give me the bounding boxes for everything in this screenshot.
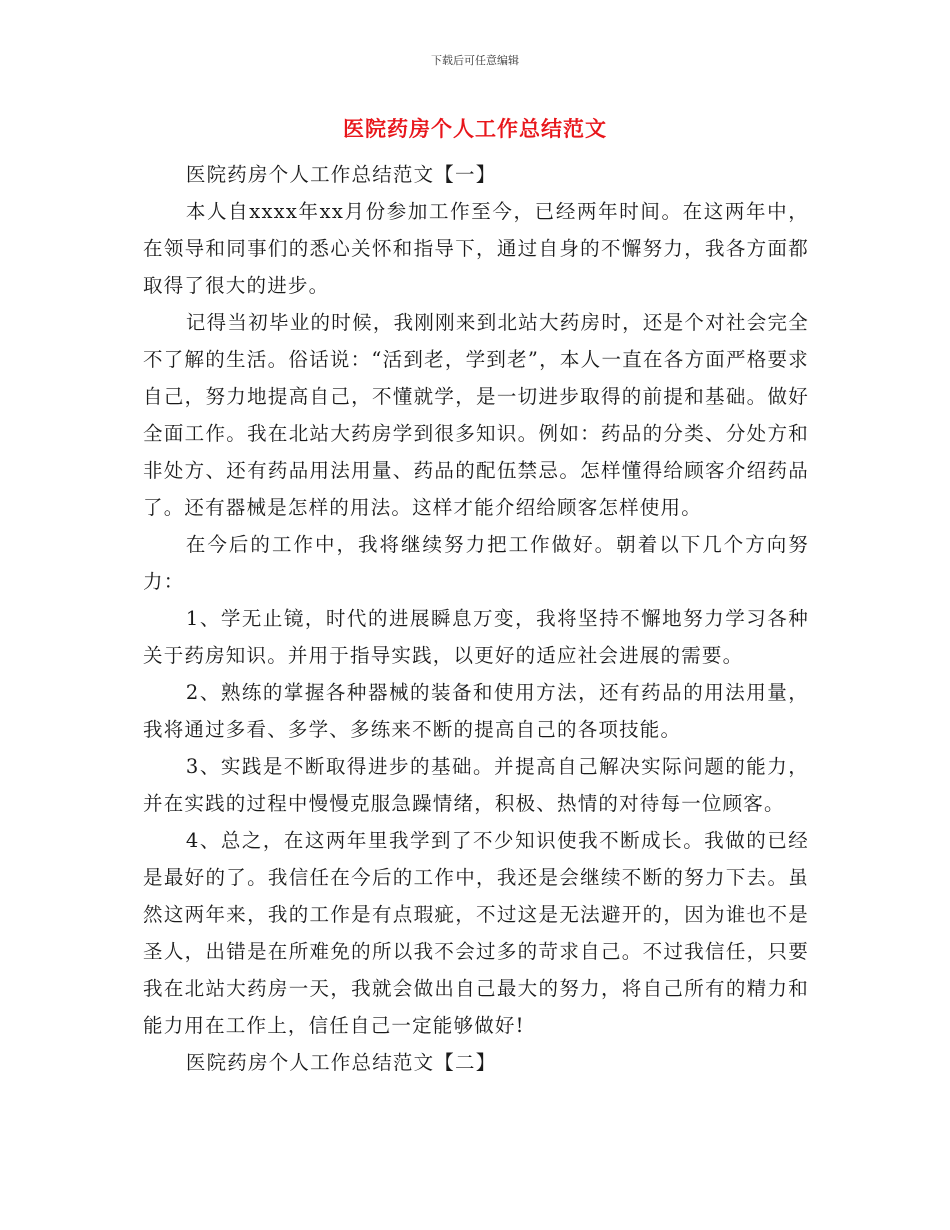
document-body [143,156,809,1081]
section-heading-1: 医院药房个人工作总结范文【一】 [185,163,497,186]
list-item-3: 3、实践是不断取得进步的基础。并提高自己解决实际问题的能力，并在实践的过程中慢慢克服急躁情绪，积极、热情的对待每一位顾客。 [143,755,809,815]
paragraph: 在今后的工作中，我将继续努力把工作做好。朝着以下几个方向努力： [143,533,809,593]
list-item-4: 4、总之，在这两年里我学到了不少知识使我不断成长。我做的已经是最好的了。我信任在今后的工作中，我还是会继续不断的努力下去。虽然这两年来，我的工作是有点瑕疵，不过这是无法避开的，因为谁也不是圣人，出错是在所难免的所以我不会过多的苛求自己。不过我信任，只要我在北站大药房一天，我就会做出自己最大的努力，将自己所有的精力和能力用在工作上，信任自己一定能够做好! [143,829,809,1037]
document-title: 医院药房个人工作总结范文 [343,116,607,141]
list-item-2: 2、熟练的掌握各种器械的装备和使用方法，还有药品的用法用量，我将通过多看、多学、多练来不断的提高自己的各项技能。 [143,681,809,741]
header-note: 下载后可任意编辑 [431,54,519,67]
paragraph: 本人自xxxx年xx月份参加工作至今，已经两年时间。在这两年中，在领导和同事们的悉心关怀和指导下，通过自身的不懈努力，我各方面都取得了很大的进步。 [143,200,809,297]
list-item-1: 1、学无止镜，时代的进展瞬息万变，我将坚持不懈地努力学习各种关于药房知识。并用于指导实践，以更好的适应社会进展的需要。 [143,607,809,667]
section-heading-2: 医院药房个人工作总结范文【二】 [185,1051,497,1074]
paragraph: 记得当初毕业的时候，我刚刚来到北站大药房时，还是个对社会完全不了解的生活。俗话说：“活到老，学到老”，本人一直在各方面严格要求自己，努力地提高自己，不懂就学，是一切进步取得的前提和基础。做好全面工作。我在北站大药房学到很多知识。例如：药品的分类、分处方和非处方、还有药品用法用量、药品的配伍禁忌。怎样懂得给顾客介绍药品了。还有器械是怎样的用法。这样才能介绍给顾客怎样使用。 [143,311,809,519]
